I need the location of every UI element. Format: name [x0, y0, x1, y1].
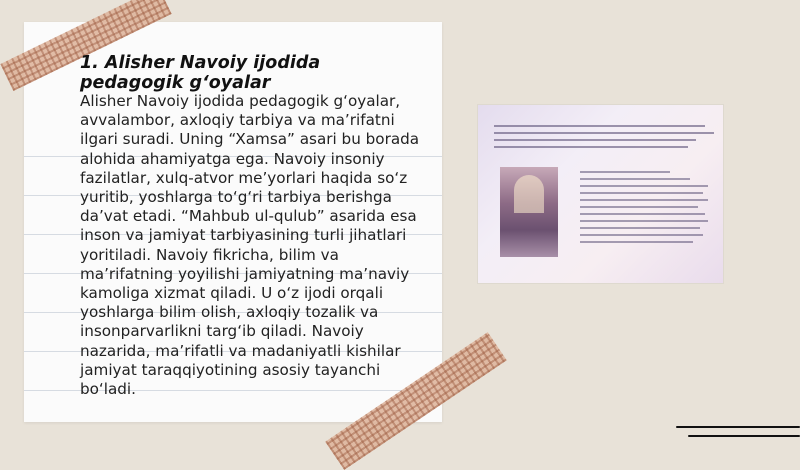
decorative-line-lower [688, 435, 800, 437]
slide-title: 1. Alisher Navoiy ijodida pedagogik g‘oyalar [80, 53, 321, 93]
decorative-line-upper [676, 426, 800, 428]
thumbnail-side-text-block [580, 171, 708, 248]
thumbnail-arch-shape [514, 175, 544, 213]
slide-thumbnail-image [478, 105, 723, 283]
thumbnail-text-block [494, 125, 714, 153]
slide-body-text: Alisher Navoiy ijodida pedagogik g‘oyalar, avvalambor, axloqiy tarbiya va ma’rifatni ilgari suradi. Uning “Xamsa” asari bu borada alohida ahamiyatga ega. Navoiy insoniy fazilatlar, xulq-atvor me’yorlari haqida so‘z yuritib, yoshlarga to‘g‘ri tarbiya berishga da’vat etadi. “Mahbub ul-qulub” asarida esa inson va jamiyat tarbiyasining turli jihatlari yoritiladi. Navoiy fikricha, bilim va ma’rifatning yoyilishi jamiyatning ma’naviy kamoliga xizmat qiladi. U o‘z ijodi orqali yoshlarga bilim olish, axloqiy tozalik va insonparvarlikni targ‘ib qiladi. Navoiy nazarida, ma’rifatli va madaniyatli kishilar jamiyat taraqqiyotining asosiy tayanchi bo‘ladi. [80, 92, 420, 399]
thumbnail-miniature-painting [500, 167, 558, 257]
